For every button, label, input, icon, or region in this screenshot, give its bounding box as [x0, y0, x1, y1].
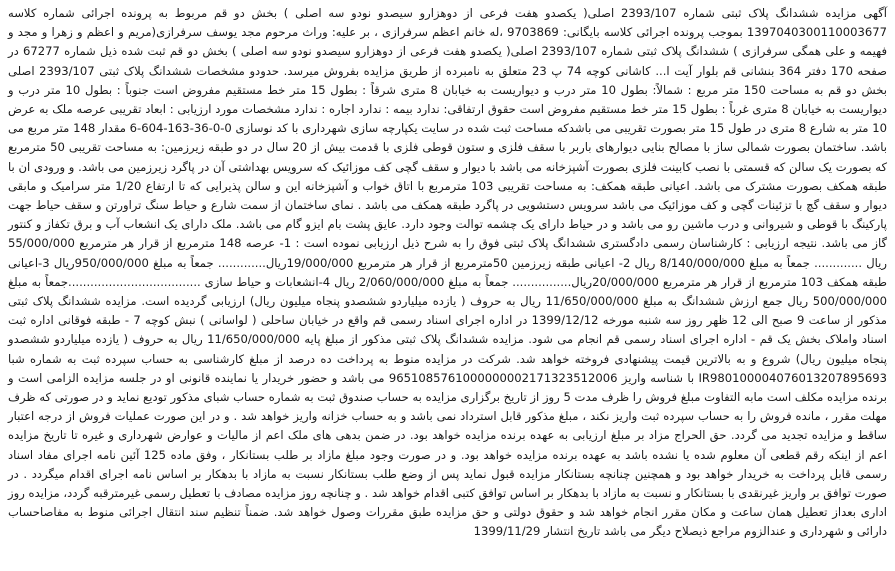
auction-notice-text: آگهی مزایده ششدانگ پلاک ثبتی شماره 2393/107 اصلی( یکصدو هفت فرعی از دوهزارو سیصدو نودو سه اصلی ) بخش دو قم مربوط به پرونده اجرائی شماره کلاسه 1397040300110003677 بموجب پرونده اجرائی کلاسه بایگانی: 9703869 ،له خانم اعظم سرفرازی ، بر علیه: وراث مرحوم مجد یوسف سرفرازی(مریم و اعظم و زهرا و مجد و فهیمه و علی همگی سرفرازی ) ششدانگ پلاک ثبتی شماره 2393/107 اصلی( یکصدو هفت فرعی از دوهزارو سیصدو نودو سه اصلی ) بخش دو قم ثبت شده ذیل شماره 67277 در صفحه 170 دفتر 364 بنشانی قم بلوار آیت ا... کاشانی کوچه 74 پ 23 متعلق به نامبرده از طریق مزایده بفروش میرسد. حدودو مشخصات ششدانگ پلاک ثبتی 2393/107 اصلی بخش دو قم به مساحت 150 متر مربع : شمالاً: بطول 10 متر درب و دیواریست به خیابان 8 متری شرقاً : بطول 15 متر خط مستقیم مفروض است جنوباً : بطول 10 متر درب و دیواریست به خیابان 8 متری غرباً : بطول 15 متر خط مستقیم مفروض است حقوق ارتفاقی: ندارد بیمه : ندارد اجاره : ندارد مشخصات مورد ارزیابی : ابعاد تقریبی عرصه ملک به عرض 10 متر به شارع 8 متری در طول 15 متر بصورت تقریبی می باشدکه مساحت ثبت شده در سایت یکپارچه سازی شهرداری با کد نوسازی 0-0-36-163-604-6 مقدار 148 متر مربع می باشد. ساختمان بصورت شمالی ساز با مصالح بنایی دیوارهای باربر با سقف فلزی و ستون قوطی فلزی با قدمت بیش از 20 سال در دو طبقه زیرزمین: به مساحت تقریبی 50 مترمربع که بصورت یک سالن که قسمتی با نصب کابینت فلزی بصورت آشپزخانه می باشد با دیوار و سقف گچی کف موزائیک که سرویس بهداشتی آن در پاگرد زیرزمین می باشد. و ورودی ان با طبقه همکف بصورت مشترک می باشد. اعیانی طبقه همکف: به مساحت تقریبی 103 مترمربع با اتاق خواب و آشپزخانه این و سالن پذیرایی که تا ارتفاع 1/20 متر سرامیک و مابقی دیوار و سقف گچ با تزئینات گچی و کف موزائیک می باشد سرویس دستشویی در پاگرد طبقه همکف می باشد . نمای ساختمان از سمت شارع و حیاط سنگ تراورتن و سقف حیاط جهت پارکینگ با قوطی و شیروانی و درب ماشین رو می باشد و در حیاط دارای یک چشمه توالت وجود دارد. عایق پشت بام ایزو گام می باشد. ملک دارای یک انشعاب آب و برق تکفاز و کنتور گاز می باشد. نتیجه ارزیابی : کارشناسان رسمی دادگستری ششدانگ پلاک ثبتی فوق را به شرح ذیل ارزیابی نموده است : 1- عرصه 148 مترمربع از قرار هر مترمربع 55/000/000 ریال ............. جمعاً به مبلغ 8/140/000/000 ریال 2- اعیانی طبقه زیرزمین 50مترمربع از قرار هر مترمربع 19/000/000ریال............. جمعاً به مبلغ 950/000/000ریال 3-اعیانی طبقه همکف 103 مترمربع از قرار هر مترمربع 20/000/000ریال................ جمعاً به مبلغ 2/060/000/000 ریال 4-انشعابات و حیاط سازی ....................................جمعاً به مبلغ 500/000/000 ریال جمع ارزش ششدانگ به مبلغ 11/650/000/000 ریال به حروف ( یازده میلیاردو ششصدو پنجاه میلیون ریال) ارزیابی گردیده است. مزایده ششدانگ پلاک ثبتی مذکور از ساعت 9 صبح الی 12 ظهر روز سه شنبه مورخه 1399/12/12 در اداره اجرای اسناد رسمی قم واقع در خیابان ساحلی ( لواسانی ) نبش کوچه 7 - طبقه فوقانی اداره ثبت اسناد واملاک بخش یک قم - اداره اجرای اسناد رسمی قم انجام می شود. مزایده ششدانگ پلاک ثبتی مذکور از مبلغ پایه 11/650/000/000 ریال به حروف ( یازده میلیاردو ششصدو پنجاه میلیون ریال) شروع و به بالاترین قیمت پیشنهادی فروخته خواهد شد. شرکت در مزایده منوط به پرداخت ده درصد از مبلغ کارشناسی به حساب سپرده ثبت به شماره شبا IR980100004076013207895693 با شناسه واریز 9651085761000000002171323512006 می باشد و حضور خریدار یا نماینده قانونی او در جلسه مزایده الزامی است و برنده مزایده مکلف است مابه التفاوت مبلغ فروش را ظرف مدت 5 روز از تاریخ برگزاری مزایده به حساب صندوق ثبت به شماره حساب شبای مذکور تودیع نماید و در صورتی که ظرف مهلت مقرر ، مانده فروش را به حساب سپرده ثبت واریز نکند ، مبلغ مذکور قابل استرداد نمی باشد و به حساب خزانه واریز خواهد شد . و در این صورت عملیات فروش از درجه اعتبار ساقط و مزایده تجدید می گردد. حق الحراج مزاد بر مبلغ ارزیابی به عهده برنده مزایده خواهد بود. در ضمن بدهی های ملک اعم از مالیات و عوارض شهرداری و غیره تا تاریخ مزایده اعم از اینکه رقم قطعی آن معلوم شده یا نشده باشد به عهده برنده مزایده خواهد بود. و در صورت وجود مبلغ مازاد بر طلب بستانکار ، وفق ماده 125 آئین نامه اجرای مفاد اسناد رسمی قابل پرداخت به خریدار خواهد بود و همچنین چنانچه بستانکار مزایده قبول نماید پس از وضع طلب بستانکار نسبت به مازاد با بدهکار بر اساس نامه اجرای اقدام میگردد . در صورت توافق بر واریز غیرنقدی با بستانکار و نسبت به مازاد با بدهکار بر اساس توافق کتبی اقدام خواهد شد . و چنانچه روز مزایده مصادف با تعطیل رسمی غیرمترقبه گردد، مزایده روز اداری بعداز تعطیل همان ساعت و مکان مقرر انجام خواهد شد و حقوق دولتی و حق مزایده طبق مقررات وصول خواهد شد. ضمناً تنظیم سند انتقال اجرائی منوط به مفاصاحساب دارائی و شهرداری و عندالزوم مراجع ذیصلاح دیگر می باشد تاریخ انتشار 1399/11/29 [8, 6, 888, 539]
